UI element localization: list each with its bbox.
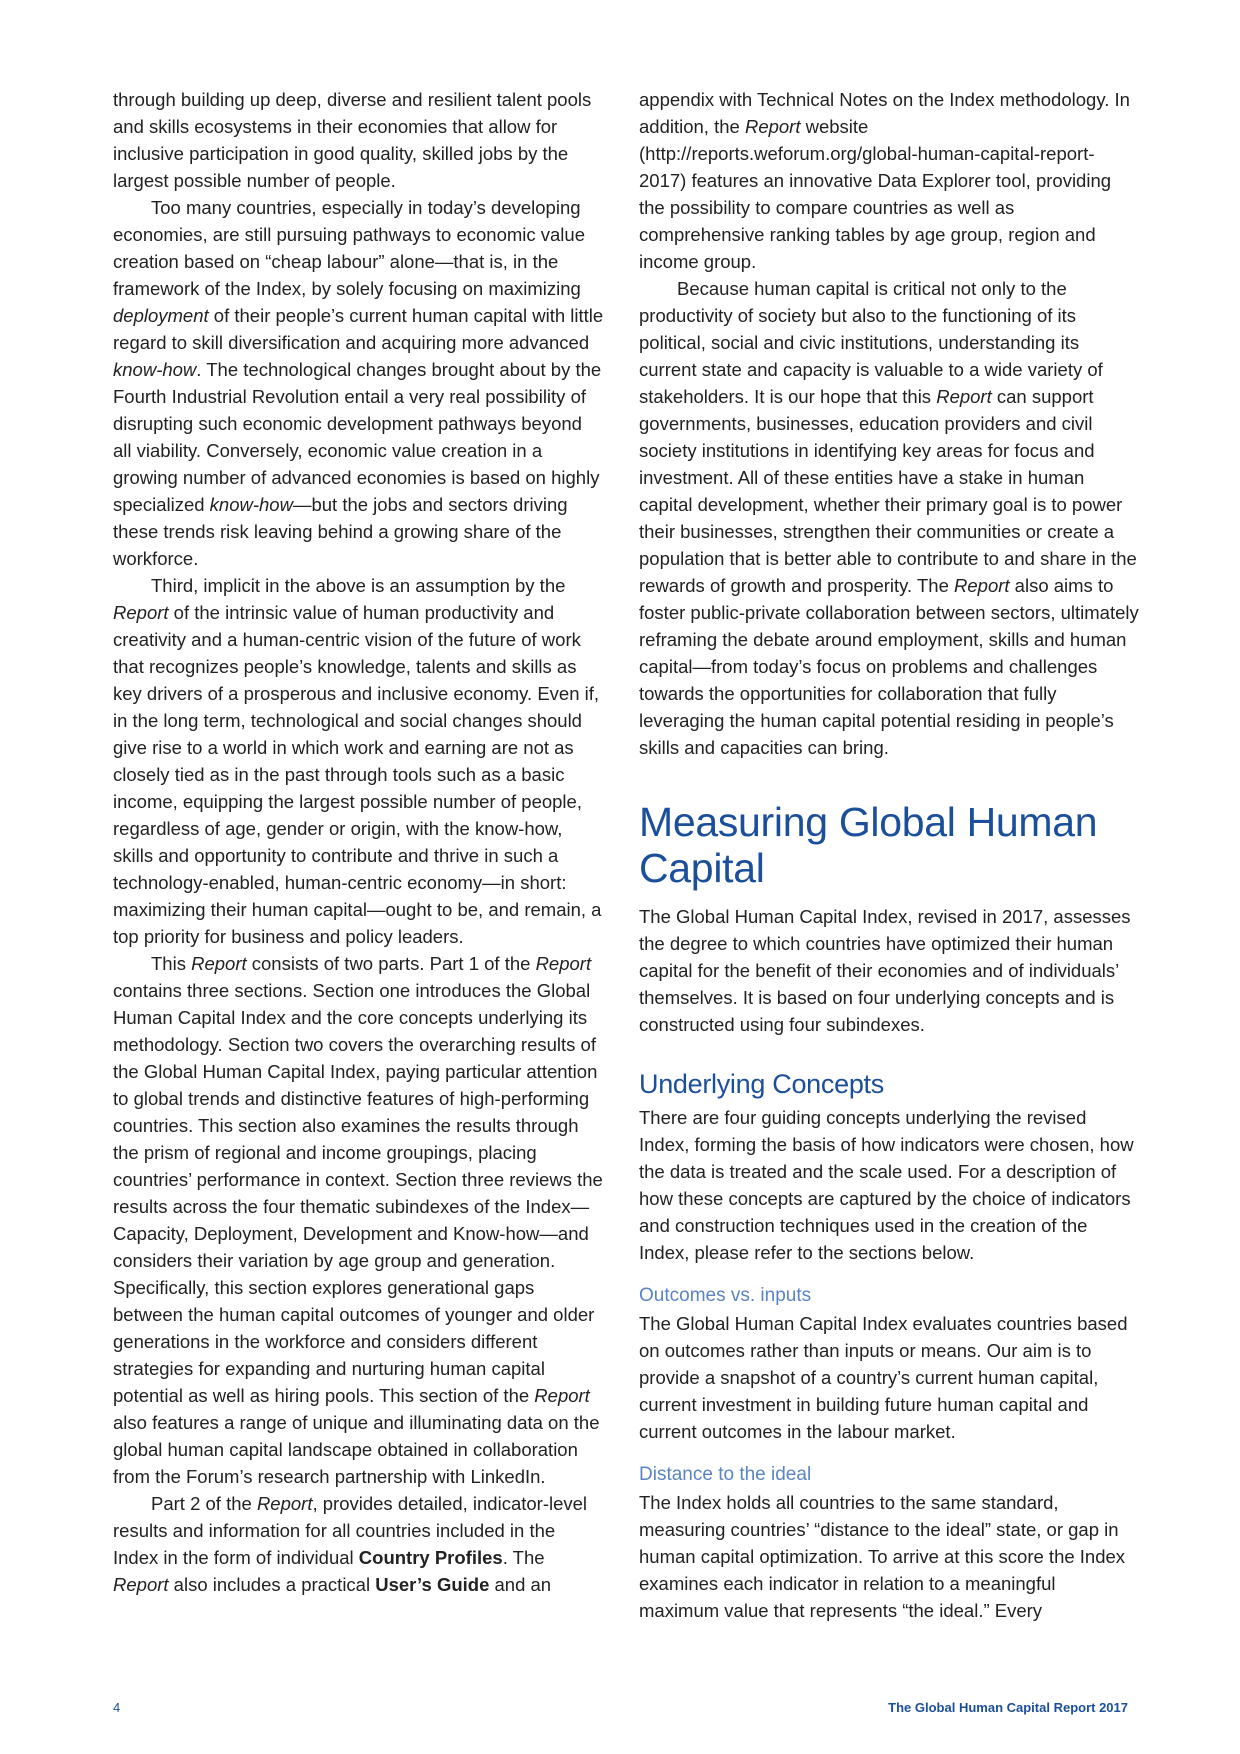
text: also includes a practical [168, 1574, 376, 1595]
emphasis: Report [535, 953, 592, 974]
text: —but the jobs and sectors driving these trends risk leaving behind a growing share of the workforce. [113, 494, 568, 569]
right-column [639, 86, 1139, 1624]
text: . The technological changes brought about by the Fourth Industrial Revolution entail a very real possibility of disrupting such economic development pathways beyond all viability. Conversely, economic value creation in a growing number of advanced economies is based on highly specialized [113, 359, 602, 515]
text: of the intrinsic value of human productivity and creativity and a human-centric vision of the future of work that recognizes people’s knowledge, talents and skills as key drivers of a prosperous and inclusive economy. Even if, in the long term, technological and social changes should give rise to a world in which work and earning are not as closely tied as in the past through tools such as a basic income, equipping the largest possible number of people, regardless of age, gender or origin, with the know-how, skills and opportunity to contribute and thrive in such a technology-enabled, human-centric economy—in short: maximizing their human capital—ought to be, and remain, a top priority for business and policy leaders. [113, 602, 602, 947]
minor-heading-distance: Distance to the ideal [639, 1464, 812, 1485]
page-number: 4 [113, 1700, 121, 1715]
subsection-title: Underlying Concepts [639, 1069, 884, 1099]
text: of their people’s current human capital with little regard to skill diversification and acquiring more advanced [113, 305, 604, 353]
text: Part 2 of the [151, 1493, 257, 1514]
text: and an [489, 1574, 552, 1595]
paragraph [639, 275, 1139, 761]
distance-text: The Index holds all countries to the same standard, measuring countries’ “distance to the ideal” state, or gap in human capital optimization. To arrive at this score the Index examines each indicator in relation to a meaningful maximum value that represents “the ideal.” Every [639, 1492, 1126, 1621]
section-intro: The Global Human Capital Index, revised in 2017, assesses the degree to which countries have optimized their human capital for the benefit of their economies and of individuals’ themselves. It is based on four underlying concepts and is constructed using four subindexes. [639, 906, 1131, 1035]
text: can support governments, businesses, education providers and civil society institutions in identifying key areas for focus and investment. All of these entities have a stake in human capital development, whether their primary goal is to power their businesses, strengthen their communities or create a population that is better able to contribute to and share in the rewards of growth and prosperity. The [639, 386, 1137, 596]
text: also aims to foster public-private collaboration between sectors, ultimately reframing the debate around employment, skills and human capital—from today’s focus on problems and challenges towards the opportunities for collaboration that fully leveraging the human capital potential residing in people’s skills and capacities can bring. [639, 575, 1139, 758]
strong-text: User’s Guide [375, 1574, 490, 1595]
emphasis: deployment [113, 305, 209, 326]
section-title: Measuring Global Human Capital [639, 799, 1098, 891]
text: Because human capital is critical not only to the productivity of society but also to the functioning of its political, social and civic institutions, understanding its current state and capacity is valuable to a wide variety of stakeholders. It is our hope that this [639, 278, 1103, 407]
text: contains three sections. Section one introduces the Global Human Capital Index and the core concepts underlying its methodology. Section two covers the overarching results of the Global Human Capital Index, paying particular attention to global trends and distinctive features of high-performing countries. This section also examines the results through the prism of regional and income groupings, placing countries’ performance in context. Section three reviews the results across the four thematic subindexes of the Index—Capacity, Deployment, Development and Know-how—and considers their variation by age group and generation. Specifically, this section explores generational gaps between the human capital outcomes of younger and older generations in the workforce and considers different strategies for expanding and nurturing human capital potential as well as hiring pools. This section of the [113, 980, 603, 1406]
emphasis: Report [113, 602, 169, 623]
emphasis: know-how [209, 494, 293, 515]
emphasis: Report [954, 575, 1010, 596]
strong-text: Country Profiles [358, 1547, 503, 1568]
text: Third, implicit in the above is an assumption by the [151, 575, 566, 596]
emphasis: Report [113, 1574, 169, 1595]
minor-heading-outcomes: Outcomes vs. inputs [639, 1285, 812, 1306]
emphasis: Report [191, 953, 247, 974]
emphasis: Report [936, 386, 992, 407]
paragraph [113, 572, 605, 950]
text: appendix with Technical Notes on the Index methodology. In addition, the [639, 89, 1130, 137]
left-column [113, 86, 605, 1598]
emphasis: know-how [113, 359, 197, 380]
text: through building up deep, diverse and resilient talent pools and skills ecosystems in their economies that allow for inclusive participation in good quality, skilled jobs by the largest possible number of people. [113, 89, 592, 191]
emphasis: Report [256, 1493, 313, 1514]
paragraph [113, 1490, 605, 1598]
footer-report-title: The Global Human Capital Report 2017 [888, 1700, 1128, 1715]
paragraph [113, 86, 605, 194]
emphasis: Report [534, 1385, 590, 1406]
paragraph [113, 194, 605, 572]
outcomes-text: The Global Human Capital Index evaluates countries based on outcomes rather than inputs or means. Our aim is to provide a snapshot of a country’s current human capital, current investment in building future human capital and current outcomes in the labour market. [639, 1313, 1128, 1442]
subsection-intro: There are four guiding concepts underlying the revised Index, forming the basis of how indicators were chosen, how the data is treated and the scale used. For a description of how these concepts are captured by the choice of indicators and construction techniques used in the creation of the Index, please refer to the sections below. [639, 1107, 1134, 1263]
emphasis: Report [744, 116, 801, 137]
paragraph [639, 86, 1139, 275]
text: website (http://reports.weforum.org/global-human-capital-report-2017) features an innovative Data Explorer tool, providing the possibility to compare countries as well as comprehensive ranking tables by age group, region and income group. [639, 116, 1112, 272]
text: consists of two parts. Part 1 of the [246, 953, 536, 974]
text: . The [502, 1547, 545, 1568]
text: also features a range of unique and illuminating data on the global human capital landscape obtained in collaboration from the Forum’s research partnership with LinkedIn. [113, 1412, 600, 1487]
text: , provides detailed, indicator-level results and information for all countries included in the Index in the form of individual [113, 1493, 588, 1568]
paragraph [113, 950, 605, 1490]
text: Too many countries, especially in today’s developing economies, are still pursuing pathways to economic value creation based on “cheap labour” alone—that is, in the framework of the Index, by solely focusing on maximizing [113, 197, 585, 299]
text: This [151, 953, 192, 974]
